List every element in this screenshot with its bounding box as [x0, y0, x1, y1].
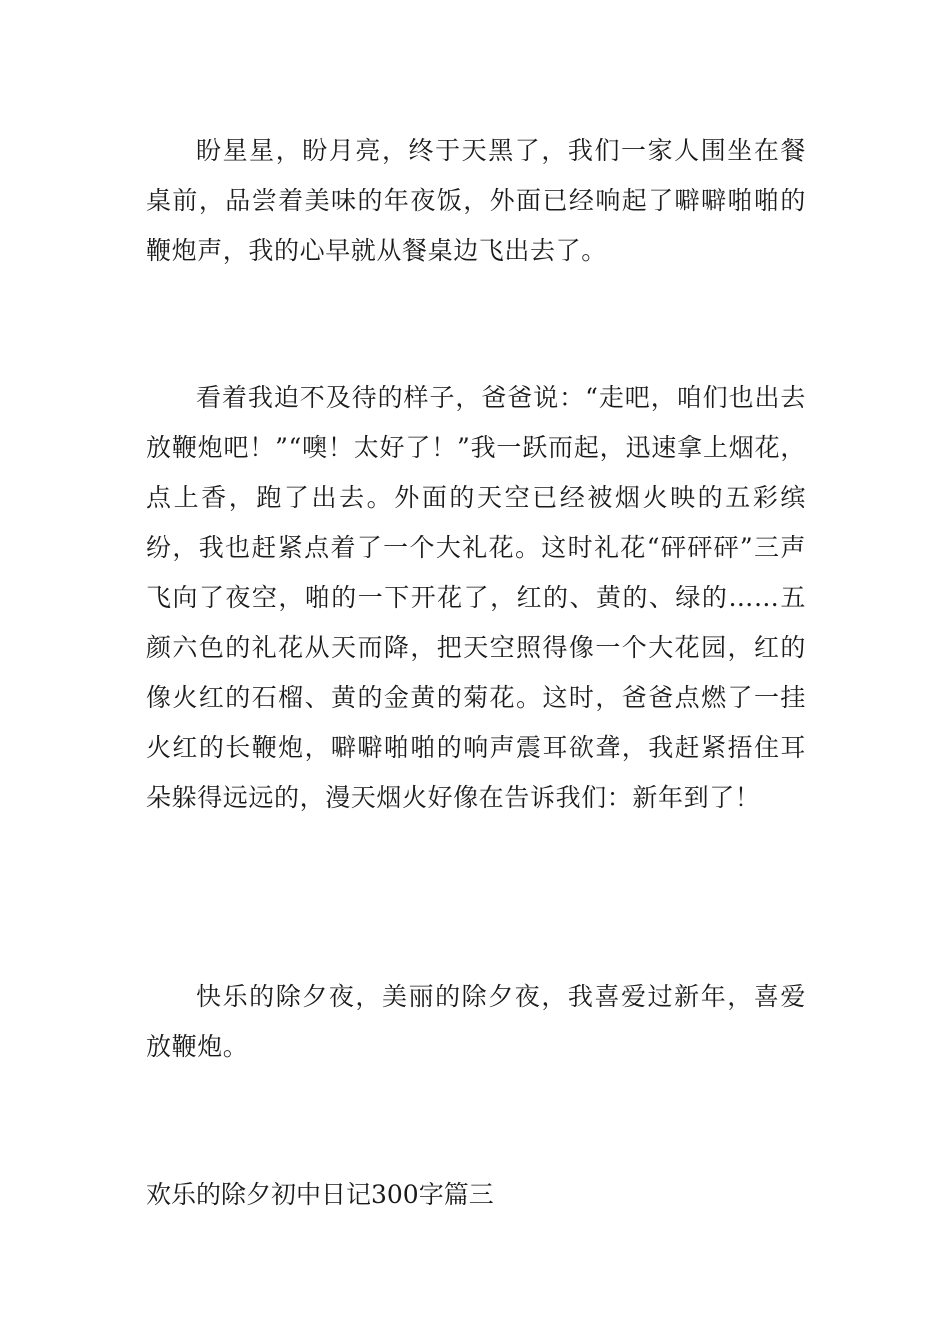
- paragraph-conclusion: 快乐的除夕夜，美丽的除夕夜，我喜爱过新年，喜爱放鞭炮。: [146, 982, 806, 1061]
- paragraph-dinner: 盼星星，盼月亮，终于天黑了，我们一家人围坐在餐桌前，品尝着美味的年夜饭，外面已经响起了噼噼啪啪的鞭炮声，我的心早就从餐桌边飞出去了。: [146, 136, 806, 265]
- paragraph-fireworks: 看着我迫不及待的样子，爸爸说：“走吧，咱们也出去放鞭炮吧！”“噢！太好了！”我一跃而起，迅速拿上烟花，点上香，跑了出去。外面的天空已经被烟火映的五彩缤纷，我也赶紧点着了一个大礼花。这时礼花“砰砰砰”三声飞向了夜空，啪的一下开花了，红的、黄的、绿的……五颜六色的礼花从天而降，把天空照得像一个大花园，红的像火红的石榴、黄的金黄的菊花。这时，爸爸点燃了一挂火红的长鞭炮，噼噼啪啪的响声震耳欲聋，我赶紧捂住耳朵躲得远远的，漫天烟火好像在告诉我们：新年到了！: [146, 383, 806, 812]
- section-heading: 欢乐的除夕初中日记300字篇三: [146, 1180, 494, 1209]
